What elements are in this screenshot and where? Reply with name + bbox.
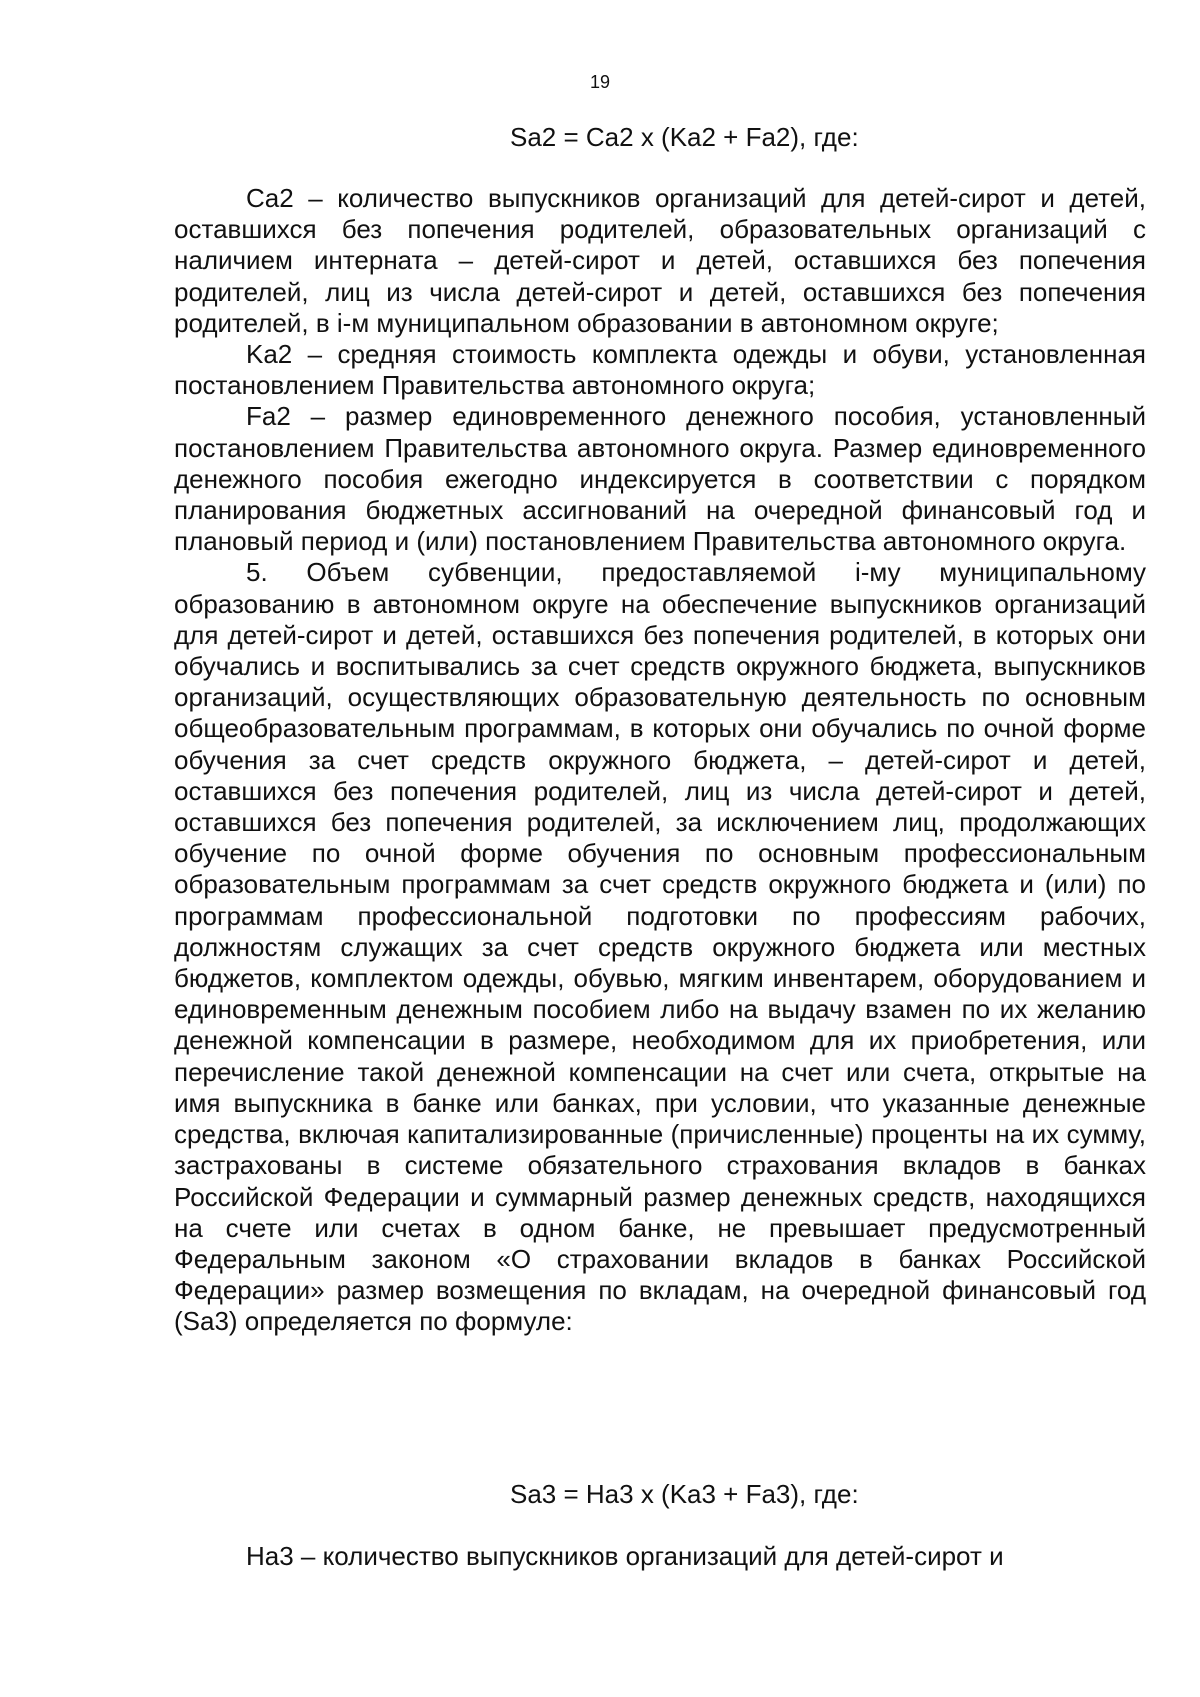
definition-ha3: Ha3 – количество выпускников организаций для детей-сирот и xyxy=(246,1541,1004,1571)
item-5-paragraph: 5. Объем субвенции, предоставляемой i-му муниципальному образованию в автономном округе на обеспечение выпускников организаций для детей-сирот и детей, оставшихся без попечения родителей, в которых они обучались и воспитывались за счет средств окружного бюджета, выпускников организаций, осуществляющих образовательную деятельность по основным общеобразовательным программам, в которых они обучались по очной форме обучения за счет средств окружного бюджета, – детей-сирот и детей, оставшихся без попечения родителей, лиц из числа детей-сирот и детей, оставшихся без попечения родителей, за исключением лиц, продолжающих обучение по очной форме обучения по основным профессиональным образовательным программам за счет средств окружного бюджета и (или) по программам профессиональной подготовки по профессиям рабочих, должностям служащих за счет средств окружного бюджета или местных бюджетов, комплектом одежды, обувью, мягким инвентарем, оборудованием и единовременным денежным пособием либо на выдачу взамен по их желанию денежной компенсации в размере, необходимом для их приобретения, или перечисление такой денежной компенсации на счет или счета, открытые на имя выпускника в банке или банках, при условии, что указанные денежные средства, включая капитализированные (причисленные) проценты на их сумму, застрахованы в системе обязательного страхования вкладов в банках Российской Федерации и суммарный размер денежных средств, находящихся на счете или счетах в одном банке, не превышает предусмотренный Федеральным законом «О страховании вкладов в банках Российской Федерации» размер возмещения по вкладам, на очередной финансовый год (Sa3) определяется по формуле: xyxy=(174,557,1146,1337)
body-text-continued xyxy=(174,1541,1146,1572)
formula-sa3-text: Sa3 = Ha3 x (Ka3 + Fa3), где: xyxy=(510,1479,859,1509)
page-number: 19 xyxy=(589,72,611,92)
body-text-main xyxy=(174,183,1146,1338)
definition-ca2: Ca2 – количество выпускников организаций для детей-сирот и детей, оставшихся без попечения родителей, образовательных организаций с наличием интерната – детей-сирот и детей, оставшихся без попечения родителей, лиц из числа детей-сирот и детей, оставшихся без попечения родителей, в i-м муниципальном образовании в автономном округе; xyxy=(174,183,1146,338)
definition-fa2: Fa2 – размер единовременного денежного пособия, установленный постановлением Правительства автономного округа. Размер единовременного денежного пособия ежегодно индексируется в соответствии с порядком планирования бюджетных ассигнований на очередной финансовый год и плановый период и (или) постановлением Правительства автономного округа. xyxy=(174,401,1146,557)
definition-ka2: Ka2 – средняя стоимость комплекта одежды и обуви, установленная постановлением Правительства автономного округа; xyxy=(174,339,1146,401)
formula-sa2-text: Sa2 = Ca2 x (Ka2 + Fa2), где: xyxy=(510,122,859,152)
